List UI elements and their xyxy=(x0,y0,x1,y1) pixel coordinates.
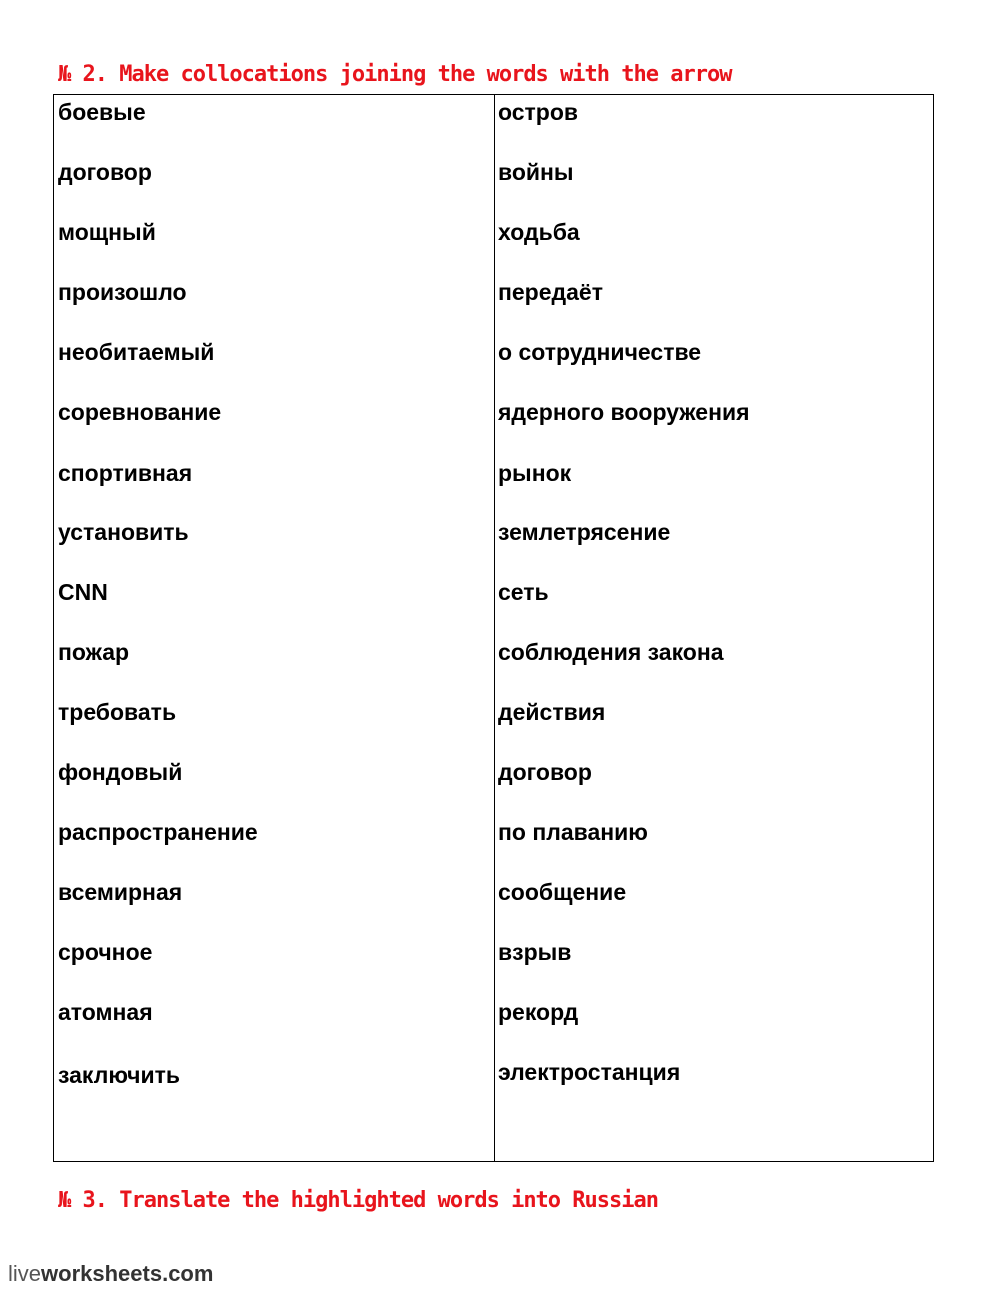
left-word-item[interactable]: атомная xyxy=(58,999,153,1025)
logo-part-live: live xyxy=(8,1261,42,1286)
liveworksheets-logo xyxy=(8,1261,213,1287)
left-word-item[interactable]: срочное xyxy=(58,939,153,965)
left-word-item[interactable]: заключить xyxy=(58,1062,180,1088)
right-word-item[interactable]: ходьба xyxy=(498,219,580,245)
left-word-item[interactable]: распространение xyxy=(58,819,258,845)
left-word-item[interactable]: требовать xyxy=(58,699,177,725)
left-word-item[interactable]: необитаемый xyxy=(58,339,215,365)
right-word-item[interactable]: передаёт xyxy=(498,279,603,305)
right-word-item[interactable]: электростанция xyxy=(498,1059,681,1085)
left-word-item[interactable]: соревнование xyxy=(58,399,222,425)
column-divider xyxy=(494,95,495,1161)
left-word-item[interactable]: произошло xyxy=(58,279,187,305)
logo-part-worksheets: worksheets xyxy=(41,1261,163,1286)
right-word-item[interactable]: сеть xyxy=(498,579,549,605)
right-word-item[interactable]: остров xyxy=(498,99,579,125)
task-3-heading: № 3. Translate the highlighted words into Russian xyxy=(58,1188,659,1213)
left-word-item[interactable]: установить xyxy=(58,519,189,545)
left-word-item[interactable]: CNN xyxy=(58,579,108,605)
right-word-item[interactable]: войны xyxy=(498,159,574,185)
right-word-item[interactable]: соблюдения закона xyxy=(498,639,724,665)
left-word-item[interactable]: мощный xyxy=(58,219,156,245)
right-word-item[interactable]: землетрясение xyxy=(498,519,671,545)
right-word-item[interactable]: сообщение xyxy=(498,879,627,905)
left-word-item[interactable]: пожар xyxy=(58,639,130,665)
right-word-item[interactable]: договор xyxy=(498,759,592,785)
collocation-table xyxy=(53,94,934,1162)
left-word-item[interactable]: боевые xyxy=(58,99,146,125)
right-word-item[interactable]: ядерного вооружения xyxy=(498,399,750,425)
left-word-item[interactable]: договор xyxy=(58,159,152,185)
left-word-item[interactable]: фондовый xyxy=(58,759,183,785)
right-word-item[interactable]: рекорд xyxy=(498,999,579,1025)
right-word-item[interactable]: рынок xyxy=(498,460,572,486)
right-word-item[interactable]: по плаванию xyxy=(498,819,648,845)
right-word-item[interactable]: действия xyxy=(498,699,606,725)
left-word-item[interactable]: спортивная xyxy=(58,460,193,486)
task-2-heading: № 2. Make collocations joining the words with the arrow xyxy=(58,62,732,87)
right-word-item[interactable]: взрыв xyxy=(498,939,572,965)
logo-part-suffix: .com xyxy=(162,1261,214,1286)
right-word-item[interactable]: о сотрудничестве xyxy=(498,339,702,365)
left-word-item[interactable]: всемирная xyxy=(58,879,183,905)
